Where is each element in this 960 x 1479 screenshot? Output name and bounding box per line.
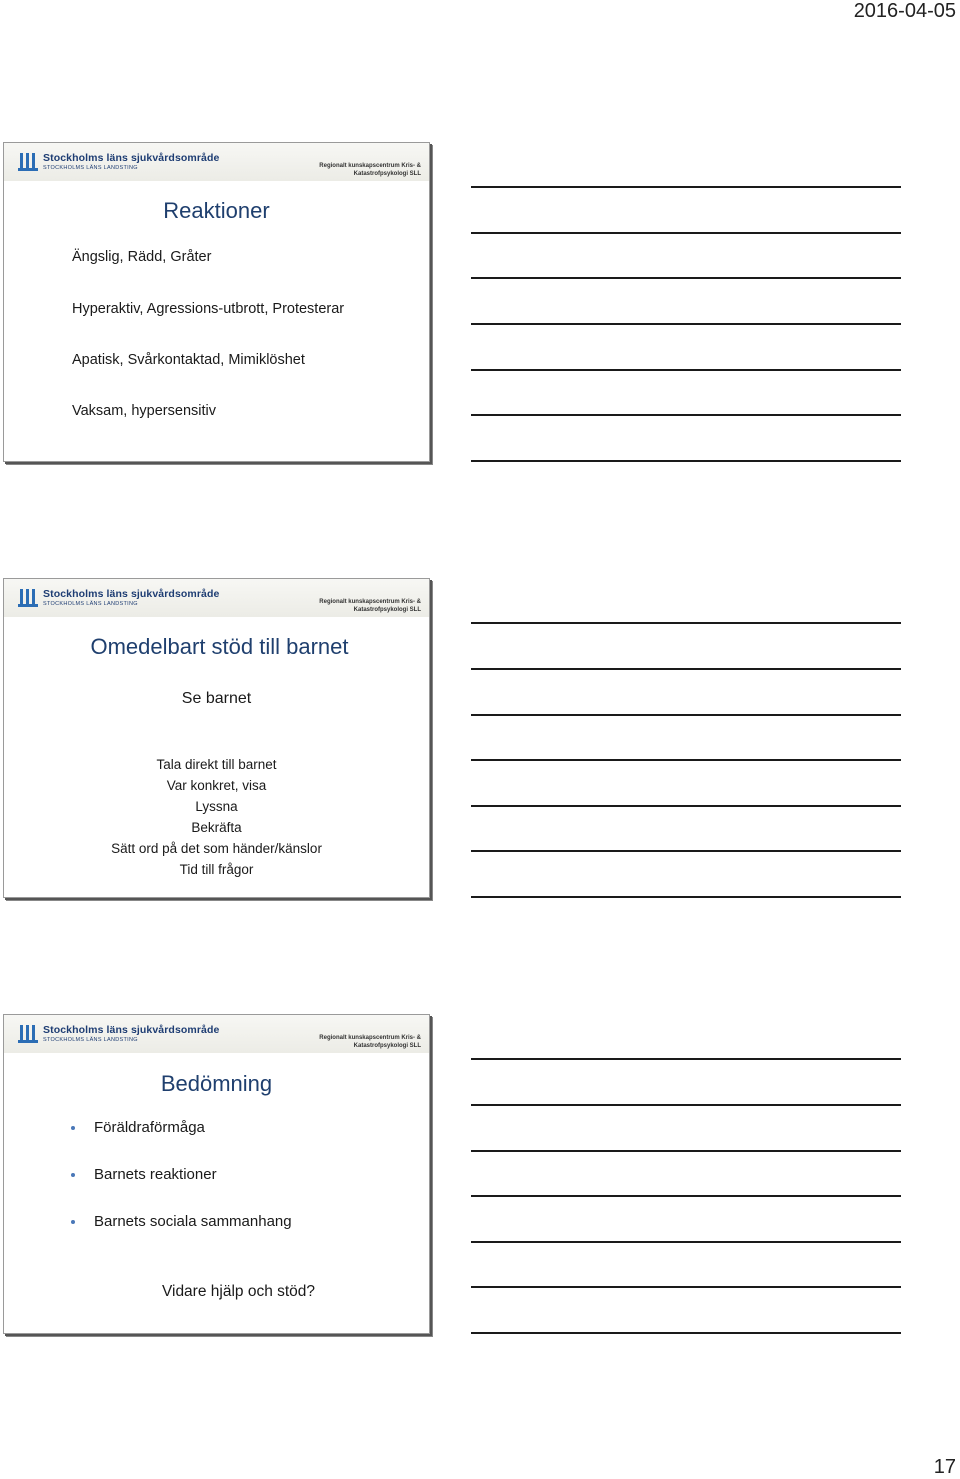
logo-name: Stockholms läns sjukvårdsområde: [43, 152, 220, 164]
sll-logo-icon: [18, 1024, 40, 1044]
note-line: [471, 1195, 901, 1197]
logo-subtitle: STOCKHOLMS LÄNS LANDSTING: [43, 165, 138, 171]
bullet-label: Föräldraförmåga: [94, 1119, 205, 1136]
logo-subtitle: STOCKHOLMS LÄNS LANDSTING: [43, 1037, 138, 1043]
page-number: 17: [933, 1456, 956, 1478]
note-line: [471, 714, 901, 716]
logo-name: Stockholms läns sjukvårdsområde: [43, 588, 220, 600]
support-item: Bekräfta: [191, 820, 242, 835]
header-organization: [311, 598, 421, 614]
lead-text: Se barnet: [181, 690, 252, 707]
sll-logo-icon: [18, 152, 40, 172]
bullet-label: Barnets sociala sammanhang: [94, 1213, 292, 1230]
note-line: [471, 460, 901, 462]
sll-logo-icon: [18, 588, 40, 608]
note-line: [471, 369, 901, 371]
header-organization-line1: Regionalt kunskapscentrum Kris- &: [319, 163, 421, 169]
slide-title: Omedelbart stöd till barnet: [90, 634, 349, 659]
slide-header: [4, 1015, 429, 1053]
slide-header: [4, 579, 429, 617]
bullet-label: Barnets reaktioner: [94, 1166, 217, 1183]
note-line: [471, 232, 901, 234]
note-line: [471, 323, 901, 325]
note-line: [471, 1241, 901, 1243]
header-organization-line1: Regionalt kunskapscentrum Kris- &: [319, 599, 421, 605]
bullet-icon: [71, 1220, 75, 1224]
slide-title: Reaktioner: [163, 198, 270, 223]
note-line: [471, 1332, 901, 1334]
support-item: Tid till frågor: [179, 862, 254, 877]
support-item: Var konkret, visa: [166, 778, 267, 793]
reaction-item: Apatisk, Svårkontaktad, Mimiklöshet: [72, 352, 305, 368]
reaction-item: Hyperaktiv, Agressions-utbrott, Protesterar: [72, 301, 345, 317]
header-organization-line1: Regionalt kunskapscentrum Kris- &: [319, 1035, 421, 1041]
logo-subtitle: STOCKHOLMS LÄNS LANDSTING: [43, 601, 138, 607]
slide-title: Bedömning: [160, 1071, 273, 1096]
header-organization: [311, 1034, 421, 1050]
note-line: [471, 186, 901, 188]
slide-header: [4, 143, 429, 181]
page-date: 2016-04-05: [853, 0, 956, 22]
note-line: [471, 896, 901, 898]
support-item: Sätt ord på det som händer/känslor: [111, 841, 322, 856]
reaction-item: Vaksam, hypersensitiv: [72, 403, 216, 419]
bullet-icon: [71, 1173, 75, 1177]
header-organization-line2: Katastrofpsykologi SLL: [353, 171, 421, 177]
support-item: Lyssna: [195, 799, 238, 814]
note-line: [471, 668, 901, 670]
note-line: [471, 1058, 901, 1060]
header-organization-line2: Katastrofpsykologi SLL: [353, 607, 421, 613]
header-organization-line2: Katastrofpsykologi SLL: [353, 1043, 421, 1049]
bullet-icon: [71, 1126, 75, 1130]
note-line: [471, 850, 901, 852]
support-item: Tala direkt till barnet: [156, 757, 277, 772]
note-line: [471, 414, 901, 416]
note-line: [471, 759, 901, 761]
note-line: [471, 1104, 901, 1106]
reaction-item: Ängslig, Rädd, Gråter: [72, 249, 212, 265]
logo-name: Stockholms läns sjukvårdsområde: [43, 1024, 220, 1036]
header-organization: [311, 162, 421, 178]
note-line: [471, 622, 901, 624]
footer-question: Vidare hjälp och stöd?: [161, 1283, 316, 1300]
slide-bedomning: [3, 1014, 430, 1334]
note-line: [471, 805, 901, 807]
slide-omedelbart-stod: [3, 578, 430, 898]
note-line: [471, 1286, 901, 1288]
slide-reaktioner: [3, 142, 430, 462]
note-line: [471, 277, 901, 279]
note-line: [471, 1150, 901, 1152]
